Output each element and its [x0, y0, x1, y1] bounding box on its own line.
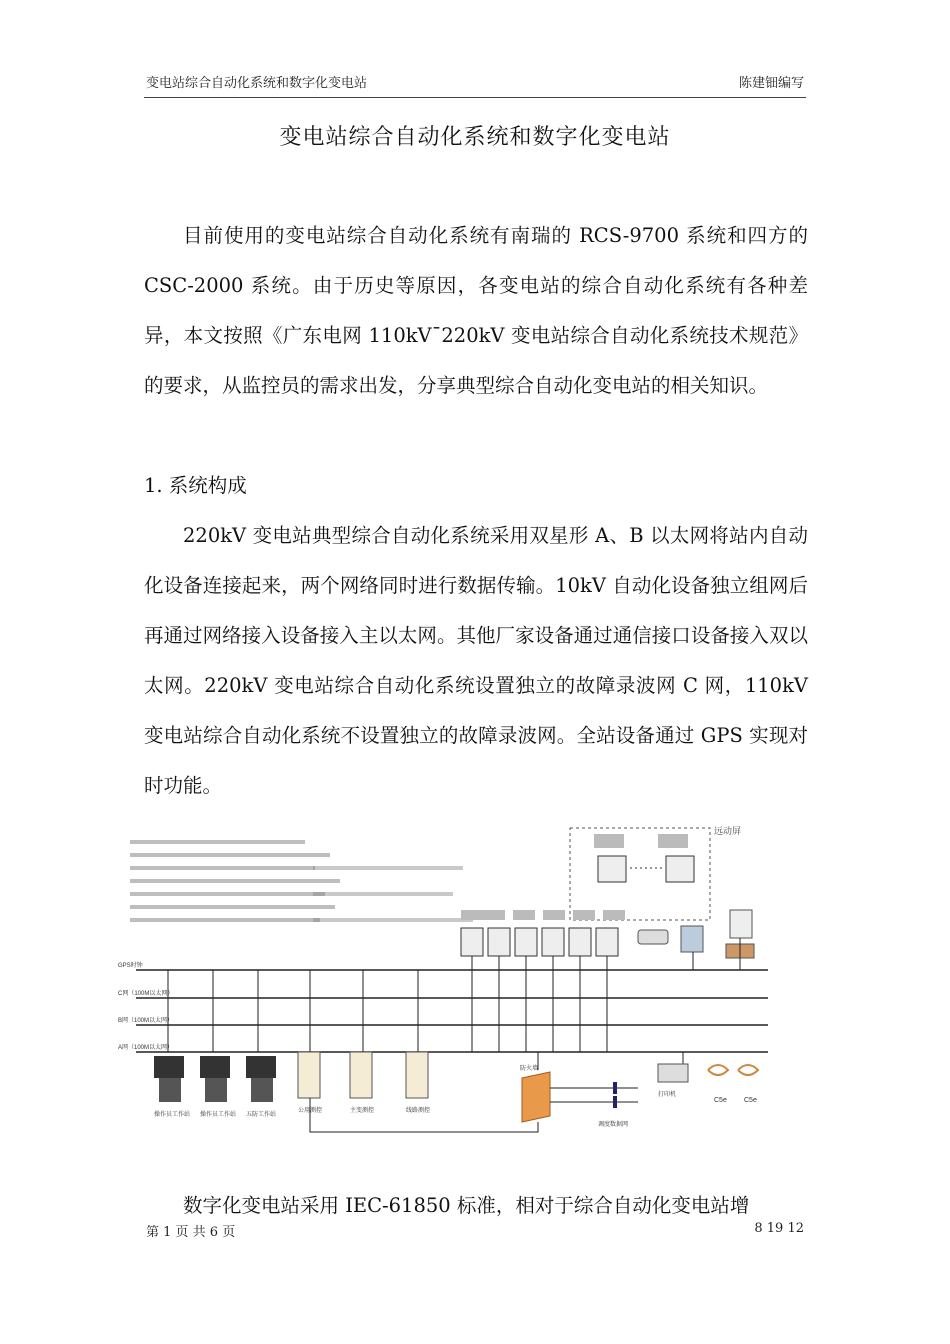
firewall-group [522, 1072, 638, 1122]
page-title: 变电站综合自动化系统和数字化变电站 [279, 125, 671, 150]
workstation-label-1: 操作员工作站 [154, 1112, 191, 1118]
header-doc-title: 变电站综合自动化系统和数字化变电站 [146, 76, 368, 91]
header-rule [144, 97, 806, 98]
workstation-label-2: 操作员工作站 [200, 1112, 237, 1118]
cabinet-label-2: 主变测控 [350, 1108, 375, 1114]
printer-label: 打印机 [658, 1092, 677, 1098]
workstation-label-3: 五防工作站 [246, 1112, 277, 1118]
footer-date: 8 19 12 [754, 1221, 804, 1236]
bus-label-b: B网（100M以太网） [118, 1018, 174, 1024]
system-architecture-diagram [118, 820, 782, 1140]
cabinet-label-3: 线路测控 [406, 1108, 431, 1114]
bus-label-a: A网（100M以太网） [118, 1045, 174, 1051]
workstations [154, 1056, 276, 1102]
bus-label-c: C网（100M以太网） [118, 991, 174, 997]
diagram-legend-notes [130, 840, 473, 922]
paragraph-system: 220kV 变电站典型综合自动化系统采用双星形 A、B 以太网将站内自动化设备连接起来，两个网络同时进行数据传输。10kV 自动化设备独立组网后再通过网络接入设备接入主以太网。其他厂家设备通过通信接口设备接入双以太网。220kV 变电站综合自动化系统设置独立的故障录波网 C 网，110kV 变电站综合自动化系统不设置独立的故障录波网。全站设备通过 GPS 实现对时功能。 [144, 524, 808, 797]
paragraph-intro: 目前使用的变电站综合自动化系统有南瑞的 RCS-9700 系统和四方的 CSC-2000 系统。由于历史等原因，各变电站的综合自动化系统有各种差异，本文按照《广东电网 110kV¯220kV 变电站综合自动化系统技术规范》的要求，从监控员的需求出发，分享典型综合自动化变电站的相关知识。 [144, 224, 808, 397]
key-label-2: C5e [744, 1097, 757, 1104]
dispatch-label: 调度数据网 [598, 1122, 629, 1128]
section-heading: 1. 系统构成 [144, 474, 247, 497]
bus-label-gps: GPS时钟 [118, 963, 143, 969]
header-author: 陈建钿编写 [738, 76, 804, 91]
measurement-cabinets [298, 1052, 428, 1098]
network-buses [136, 970, 768, 1052]
key-label-1: C5e [714, 1097, 727, 1104]
paragraph-digital: 数字化变电站采用 IEC-61850 标准，相对于综合自动化变电站增 [183, 1194, 750, 1217]
footer-page-number: 第 1 页 共 6 页 [146, 1225, 236, 1240]
cabinet-label-1: 公用测控 [298, 1108, 323, 1114]
diagram-label-rtu: 远动屏 [714, 826, 742, 836]
printer-group [658, 1064, 758, 1082]
firewall-label: 防火墙 [520, 1066, 539, 1072]
